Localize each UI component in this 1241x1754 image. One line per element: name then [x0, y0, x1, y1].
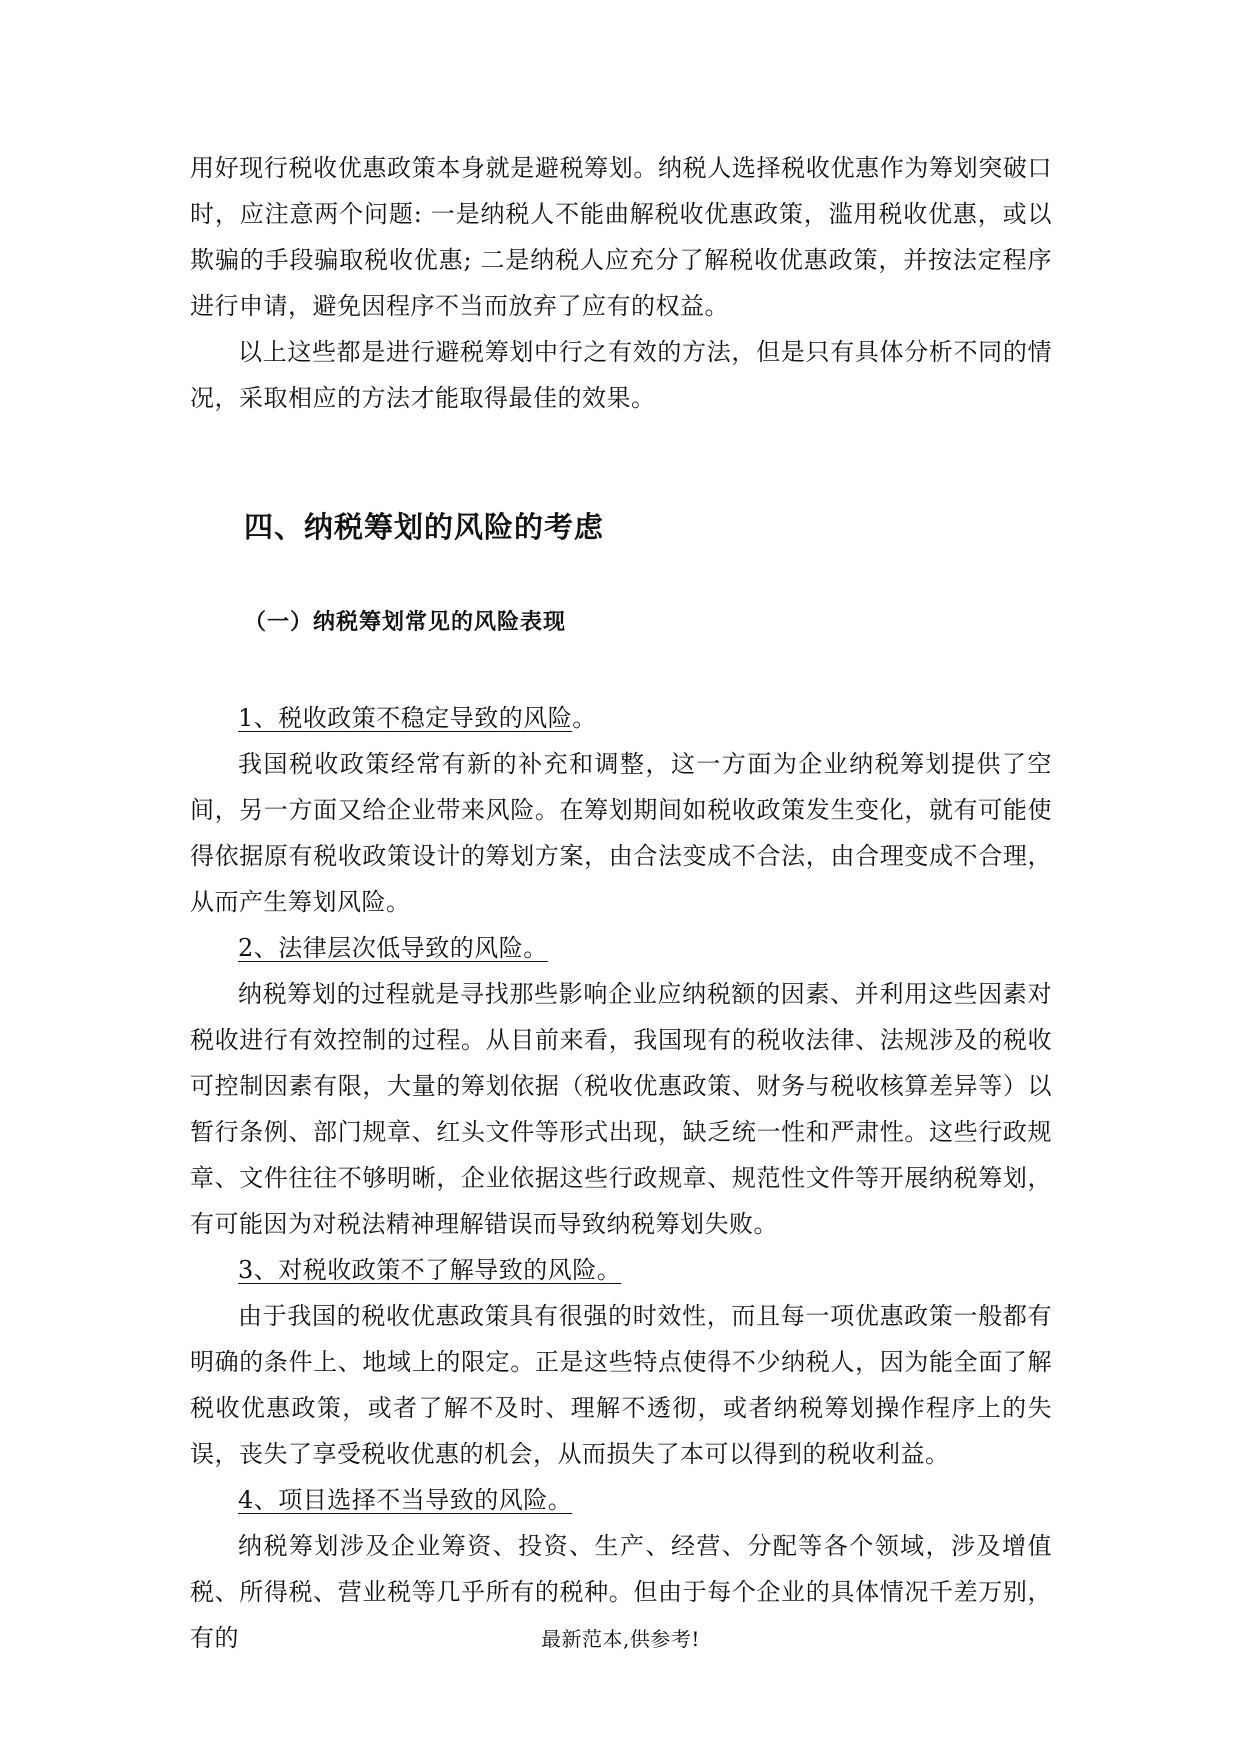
risk-body-4: 纳税筹划涉及企业筹资、投资、生产、经营、分配等各个领域，涉及增值税、所得税、营业税等几乎所有的税种。但由于每个企业的具体情况千差万别，有的: [190, 1532, 1052, 1652]
risk-heading-3: [190, 1247, 1052, 1293]
paragraph-tax-incentives: 用好现行税收优惠政策本身就是避税筹划。纳税人选择税收优惠作为筹划突破口时，应注意两个问题: 一是纳税人不能曲解税收优惠政策，滥用税收优惠，或以欺骗的手段骗取税收优惠; 二是纳税人应充分了解税收优惠政策，并按法定程序进行申请，避免因程序不当而放弃了应有的权益。: [190, 154, 1052, 320]
risk-heading-2-text: 2、法律层次低导致的风险。: [238, 934, 548, 962]
top-section: [190, 145, 1052, 421]
risk-heading-4: [190, 1477, 1052, 1523]
risk-heading-1-tail: 。: [572, 704, 597, 732]
risk-heading-4-text: 4、项目选择不当导致的风险。: [238, 1486, 573, 1514]
risk-heading-1-text: 1、税收政策不稳定导致的风险: [238, 704, 573, 732]
section-title: 四、纳税筹划的风险的考虑: [244, 510, 605, 544]
risk-body-3: 由于我国的税收优惠政策具有很强的时效性，而且每一项优惠政策一般都有明确的条件上、地域上的限定。正是这些特点使得不少纳税人，因为能全面了解税收优惠政策，或者了解不及时、理解不透彻，或者纳税筹划操作程序上的失误，丧失了享受税收优惠的机会，从而损失了本可以得到的税收利益。: [190, 1302, 1052, 1468]
paragraph-summary: 以上这些都是进行避税筹划中行之有效的方法，但是只有具体分析不同的情况，采取相应的方法才能取得最佳的效果。: [190, 338, 1052, 412]
risk-heading-2: [190, 925, 1052, 971]
risk-list: [190, 695, 1052, 1661]
page-footer: 最新范本,供参考!: [541, 1627, 700, 1651]
risk-body-2: 纳税筹划的过程就是寻找那些影响企业应纳税额的因素、并利用这些因素对税收进行有效控制的过程。从目前来看，我国现有的税收法律、法规涉及的税收可控制因素有限，大量的筹划依据（税收优惠政策、财务与税收核算差异等）以暂行条例、部门规章、红头文件等形式出现，缺乏统一性和严肃性。这些行政规章、文件往往不够明晰，企业依据这些行政规章、规范性文件等开展纳税筹划，有可能因为对税法精神理解错误而导致纳税筹划失败。: [190, 980, 1052, 1238]
risk-body-1: 我国税收政策经常有新的补充和调整，这一方面为企业纳税筹划提供了空间，另一方面又给企业带来风险。在筹划期间如税收政策发生变化，就有可能使得依据原有税收政策设计的筹划方案，由合法变成不合法，由合理变成不合理，从而产生筹划风险。: [190, 750, 1052, 916]
subsection-title: （一）纳税筹划常见的风险表现: [244, 610, 567, 635]
risk-heading-1: [190, 695, 1052, 741]
risk-heading-3-text: 3、对税收政策不了解导致的风险。: [238, 1256, 622, 1284]
